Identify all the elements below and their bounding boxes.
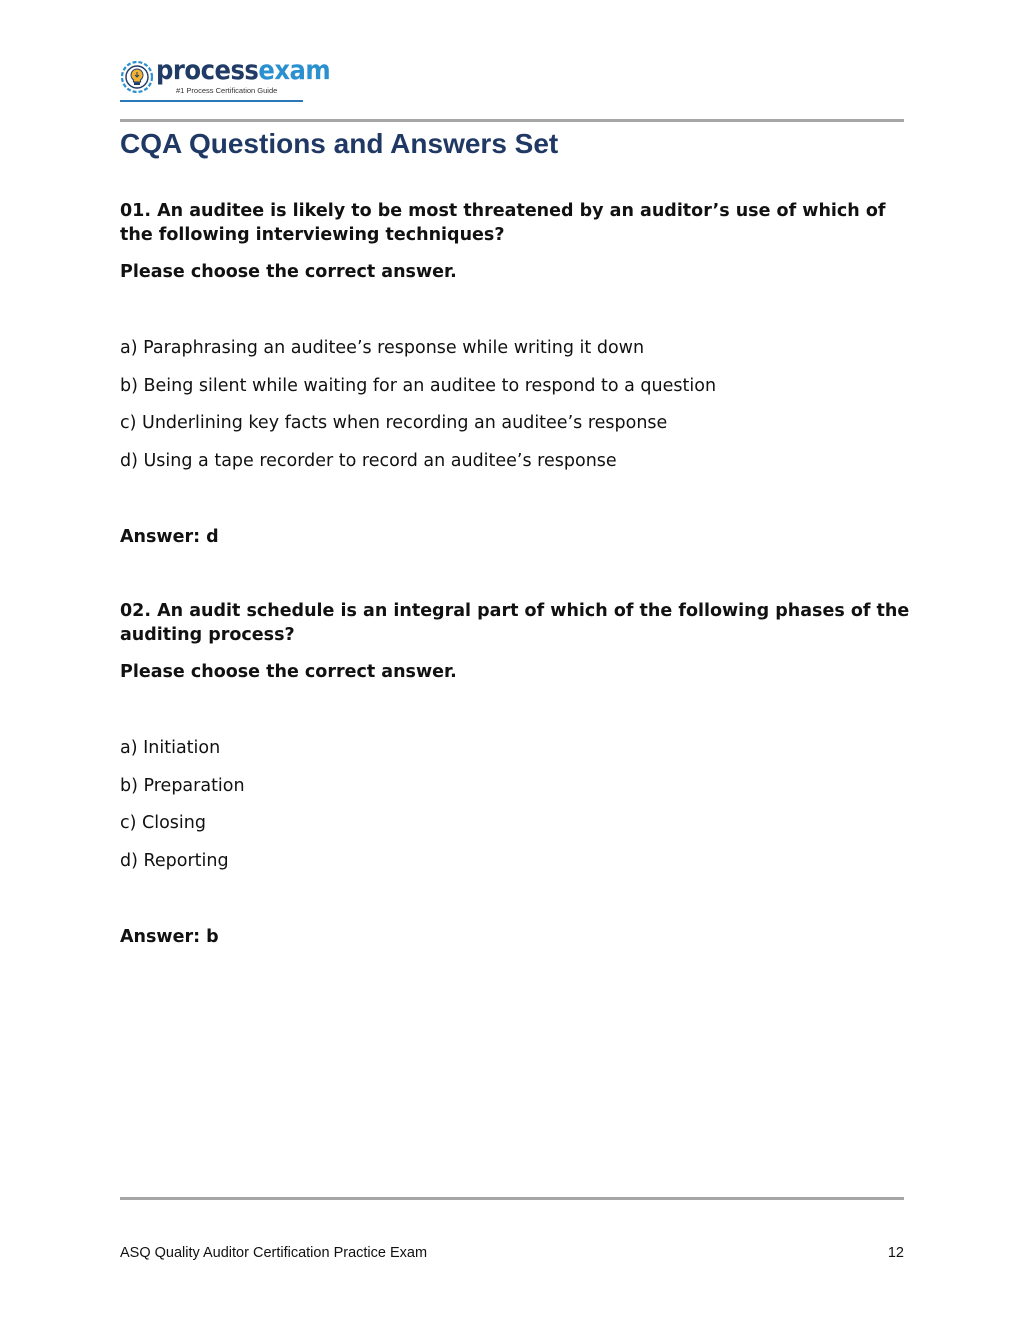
- footer-divider: [120, 1197, 904, 1200]
- logo-word-process: process: [156, 55, 259, 86]
- logo-tagline: #1 Process Certification Guide: [176, 86, 278, 95]
- answer-text: Answer: b: [120, 927, 219, 947]
- option-c: c) Closing: [120, 813, 206, 833]
- page-number: 12: [887, 1245, 904, 1261]
- option-d: d) Using a tape recorder to record an auditee’s response: [120, 450, 617, 471]
- option-b: b) Preparation: [120, 775, 245, 796]
- question-text: 01. An auditee is likely to be most threatened by an auditor’s use of which of the following interviewing techniques?: [120, 201, 886, 245]
- question-2: [120, 599, 910, 949]
- answer-text: Answer: d: [120, 527, 219, 547]
- option-d: d) Reporting: [120, 850, 229, 871]
- question-instruction: Please choose the correct answer.: [120, 262, 457, 282]
- option-c: c) Underlining key facts when recording an auditee’s response: [120, 413, 668, 433]
- option-b: b) Being silent while waiting for an auditee to respond to a question: [120, 375, 717, 396]
- logo-underline: [120, 100, 303, 102]
- answer-options: [120, 336, 910, 486]
- option-a: a) Initiation: [120, 738, 221, 758]
- logo-wordmark: [156, 55, 330, 87]
- page-title: CQA Questions and Answers Set: [120, 128, 559, 159]
- header-divider: [120, 119, 904, 122]
- footer-title: ASQ Quality Auditor Certification Practice Exam: [120, 1245, 428, 1261]
- lightbulb-gear-icon: [120, 60, 154, 94]
- option-a: a) Paraphrasing an auditee’s response while writing it down: [120, 338, 645, 358]
- question-instruction: Please choose the correct answer.: [120, 662, 457, 682]
- logo-word-exam: exam: [258, 55, 331, 86]
- question-text: 02. An audit schedule is an integral part of which of the following phases of the auditing process?: [120, 601, 910, 645]
- answer-options: [120, 736, 910, 886]
- question-1: [120, 199, 910, 549]
- processexam-logo: [120, 55, 331, 104]
